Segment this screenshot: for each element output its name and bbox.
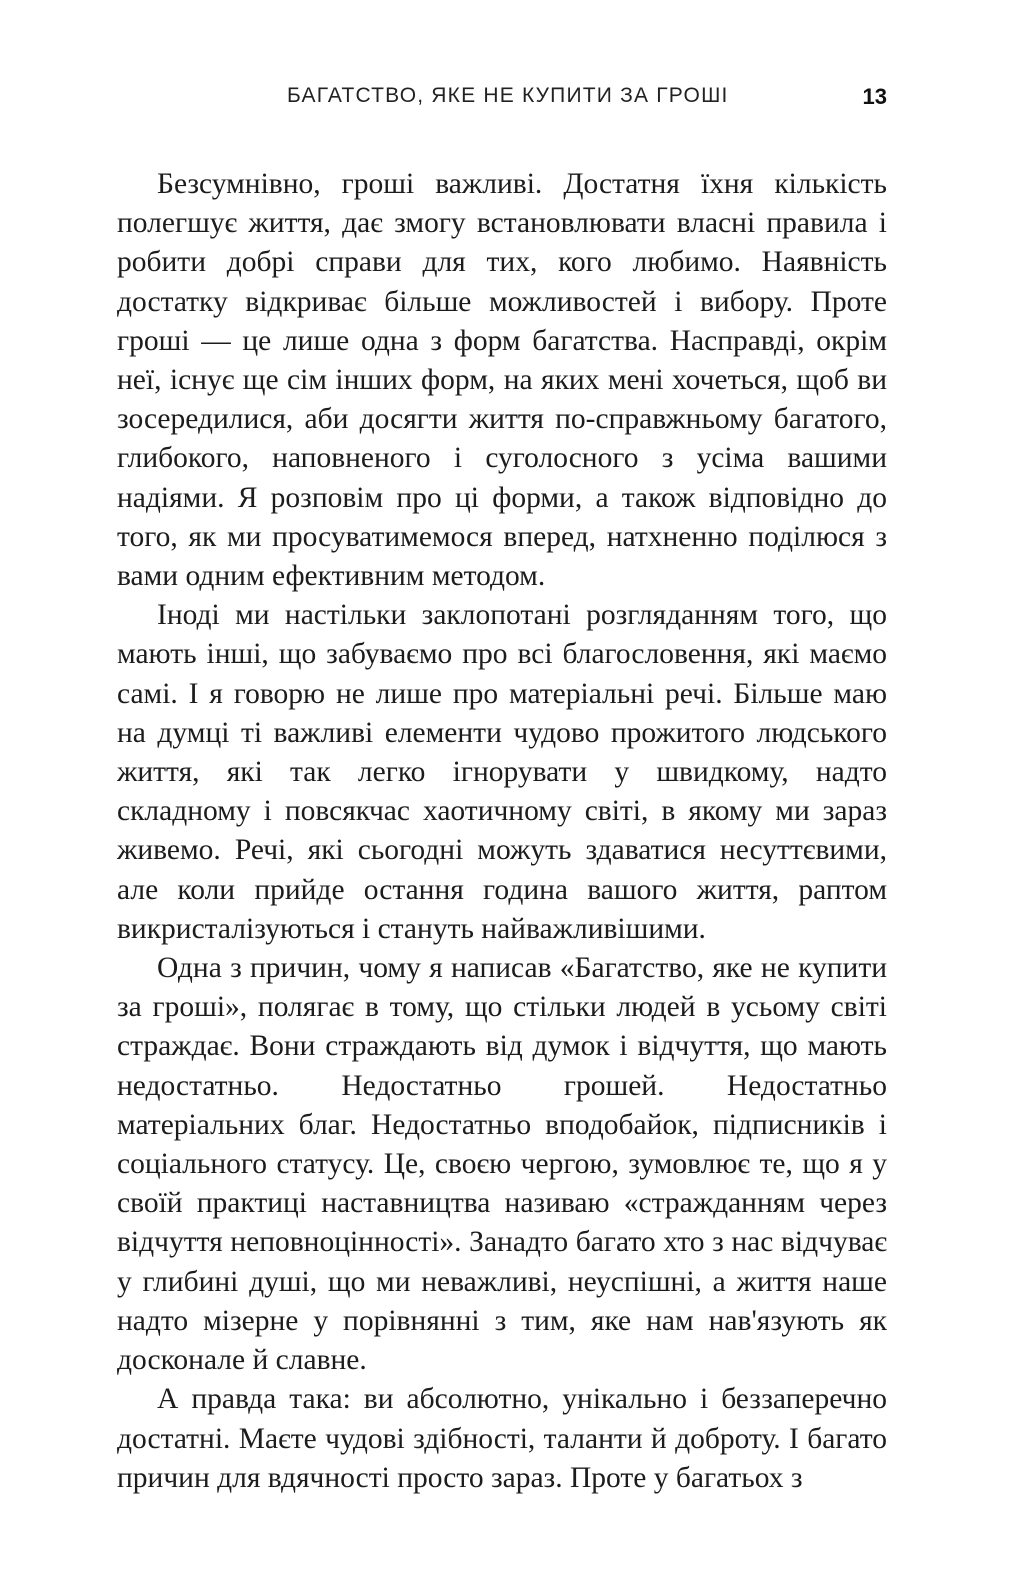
paragraph-3: Одна з причин, чому я написав «Багатство, яке не купити за гроші», полягає в тому, що стільки людей в усьому світі страждає. Вони страждають від думок і відчуття, що мають недостатньо. Недостатньо грошей. Недостатньо матеріальних благ. Недостатньо вподобайок, підписників і соціального статусу. Це, своєю чергою, зумовлює те, що я у своїй практиці наставництва називаю «стражданням через відчуття неповноцінності». Занадто багато хто з нас відчуває у глибині душі, що ми неважливі, неуспішні, а життя наше надто мізерне у порівнянні з тим, яке нам нав'язують як досконале й славне. (117, 952, 887, 1377)
paragraph-4: А правда така: ви абсолютно, унікально і беззаперечно достатні. Маєте чудові здібності, таланти й доброту. І багато причин для вдячності просто зараз. Проте у багатьох з (117, 1383, 887, 1494)
body-text (117, 165, 887, 1498)
running-title: БАГАТСТВО, ЯКЕ НЕ КУПИТИ ЗА ГРОШІ (287, 84, 729, 107)
paragraph-1: Безсумнівно, гроші важливі. Достатня їхня кількість полегшує життя, дає змогу встановлювати власні правила і робити добрі справи для тих, кого любимо. Наявність достатку відкриває більше можливостей і вибору. Проте гроші — це лише одна з форм багатства. Насправді, окрім неї, існує ще сім інших форм, на яких мені хочеться, щоб ви зосередилися, аби досягти життя по-справжньому багатого, глибокого, наповненого і суголосного з усіма вашими надіями. Я розповім про ці форми, а також відповідно до того, як ми просуватимемося вперед, натхненно поділюся з вами одним ефективним методом. (117, 168, 887, 593)
page-number: 13 (862, 84, 887, 109)
paragraph-2: Іноді ми настільки заклопотані розгляданням того, що мають інші, що забуваємо про всі благословення, які маємо самі. І я говорю не лише про матеріальні речі. Більше маю на думці ті важливі елементи чудово прожитого людського життя, які так легко ігнорувати у швидкому, надто складному і повсякчас хаотичному світі, в якому ми зараз живемо. Речі, які сьогодні можуть здаватися несуттєвими, але коли прийде остання година вашого життя, раптом викристалізуються і стануть найважливішими. (117, 599, 887, 945)
running-head (117, 84, 887, 116)
